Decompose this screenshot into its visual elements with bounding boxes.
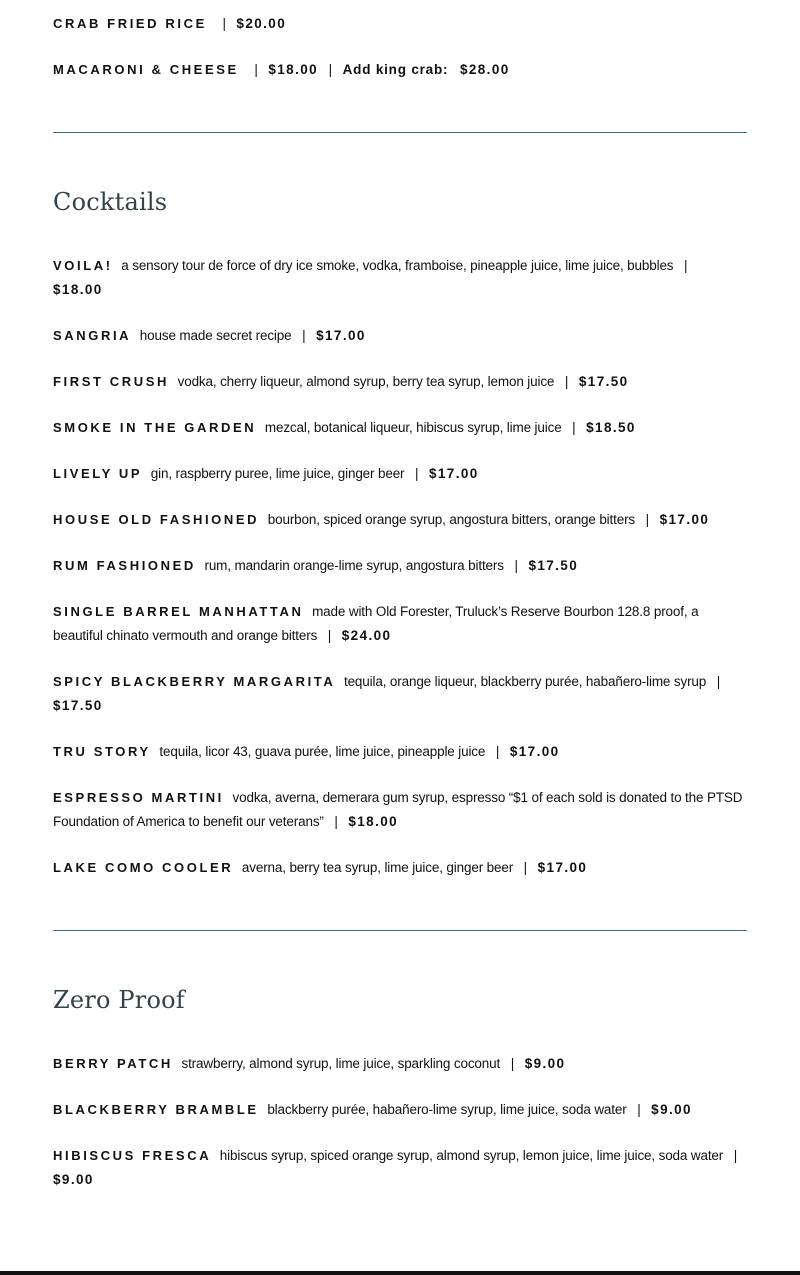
separator: |	[564, 374, 569, 389]
item-price: $18.00	[268, 62, 319, 77]
item-name: HIBISCUS FRESCA	[53, 1148, 212, 1163]
separator: |	[637, 1102, 641, 1117]
item-description: a sensory tour de force of dry ice smoke, vodka, framboise, pineapple juice, lime juice, bubbles	[121, 258, 674, 273]
item-name: HOUSE OLD FASHIONED	[53, 512, 260, 527]
cocktail-item	[53, 856, 747, 880]
item-price: $9.00	[53, 1172, 94, 1187]
separator: |	[334, 814, 338, 829]
item-name: BERRY PATCH	[53, 1056, 173, 1071]
item-price: $17.50	[53, 698, 103, 713]
item-price: $17.00	[316, 328, 366, 343]
separator: |	[254, 62, 258, 77]
add-on-price: $28.00	[459, 62, 510, 77]
separator: |	[733, 1148, 738, 1163]
menu-item	[53, 58, 747, 82]
cocktail-item	[53, 508, 747, 532]
item-description: house made secret recipe	[139, 328, 292, 343]
separator: |	[684, 258, 688, 273]
item-name: LAKE COMO COOLER	[53, 860, 234, 875]
item-price: $18.00	[53, 282, 103, 297]
item-price: $17.00	[428, 466, 479, 481]
item-description: hibiscus syrup, spiced orange syrup, almond syrup, lemon juice, lime juice, soda water	[219, 1148, 724, 1163]
item-description: tequila, orange liqueur, blackberry purée, habañero-lime syrup	[343, 674, 707, 689]
zero-proof-item	[53, 1098, 747, 1122]
cocktail-item	[53, 254, 747, 302]
item-name: FIRST CRUSH	[53, 374, 169, 389]
item-price: $17.50	[528, 558, 579, 573]
separator: |	[328, 62, 333, 77]
bottom-border	[0, 1271, 800, 1275]
item-price: $18.00	[348, 814, 399, 829]
section-divider	[53, 132, 747, 133]
cocktail-item	[53, 786, 747, 834]
separator: |	[716, 674, 721, 689]
add-on-label: Add king crab:	[342, 62, 449, 77]
item-price: $17.50	[578, 374, 629, 389]
cocktail-item	[53, 600, 747, 648]
item-price: $9.00	[524, 1056, 566, 1071]
item-name: SPICY BLACKBERRY MARGARITA	[53, 674, 336, 689]
item-name: TRU STORY	[53, 744, 151, 759]
item-description: averna, berry tea syrup, lime juice, ginger beer	[241, 860, 514, 875]
zero-proof-item	[53, 1144, 747, 1192]
section-title-zero-proof: Zero Proof	[53, 986, 185, 1014]
cocktail-item	[53, 370, 747, 394]
item-price: $18.50	[586, 420, 636, 435]
item-name: MACARONI & CHEESE	[53, 62, 239, 77]
separator: |	[510, 1056, 515, 1071]
item-name: LIVELY UP	[53, 466, 143, 481]
item-name: ESPRESSO MARTINI	[53, 790, 224, 805]
separator: |	[523, 860, 528, 875]
section-divider	[53, 930, 747, 931]
cocktail-item	[53, 554, 747, 578]
item-description: made with Old Forester, Truluck’s Reserve Bourbon 128.8 proof, a beautiful chinato vermouth and orange bitters	[53, 604, 699, 643]
item-description: blackberry purée, habañero-lime syrup, lime juice, soda water	[267, 1102, 627, 1117]
item-description: rum, mandarin orange-lime syrup, angostura bitters	[204, 558, 504, 573]
menu-item	[53, 12, 747, 36]
separator: |	[645, 512, 649, 527]
item-price: $9.00	[651, 1102, 692, 1117]
item-description: gin, raspberry puree, lime juice, ginger beer	[150, 466, 405, 481]
separator: |	[514, 558, 518, 573]
cocktail-item	[53, 462, 747, 486]
separator: |	[495, 744, 500, 759]
item-description: mezcal, botanical liqueur, hibiscus syrup, lime juice	[264, 420, 562, 435]
separator: |	[572, 420, 576, 435]
item-price: $17.00	[509, 744, 560, 759]
zero-proof-item	[53, 1052, 747, 1076]
separator: |	[327, 628, 332, 643]
item-name: BLACKBERRY BRAMBLE	[53, 1102, 259, 1117]
item-price: $20.00	[236, 16, 287, 31]
cocktail-item	[53, 416, 747, 440]
item-description: vodka, averna, demerara gum syrup, espresso “$1 of each sold is donated to the PTSD Foundation of America to benefit our veterans”	[53, 790, 743, 829]
item-name: VOILA!	[53, 258, 113, 273]
item-price: $24.00	[341, 628, 392, 643]
item-name: CRAB FRIED RICE	[53, 16, 207, 31]
cocktail-item	[53, 670, 747, 718]
item-price: $17.00	[659, 512, 710, 527]
item-description: vodka, cherry liqueur, almond syrup, berry tea syrup, lemon juice	[177, 374, 555, 389]
item-description: bourbon, spiced orange syrup, angostura bitters, orange bitters	[267, 512, 636, 527]
item-price: $17.00	[537, 860, 588, 875]
item-name: SANGRIA	[53, 328, 132, 343]
item-description: strawberry, almond syrup, lime juice, sparkling coconut	[181, 1056, 501, 1071]
item-name: SINGLE BARREL MANHATTAN	[53, 604, 304, 619]
cocktail-item	[53, 740, 747, 764]
cocktail-item	[53, 324, 747, 348]
separator: |	[415, 466, 419, 481]
separator: |	[302, 328, 306, 343]
section-title-cocktails: Cocktails	[53, 188, 168, 216]
item-name: RUM FASHIONED	[53, 558, 196, 573]
item-name: SMOKE IN THE GARDEN	[53, 420, 257, 435]
separator: |	[222, 16, 226, 31]
item-description: tequila, licor 43, guava purée, lime juice, pineapple juice	[159, 744, 486, 759]
